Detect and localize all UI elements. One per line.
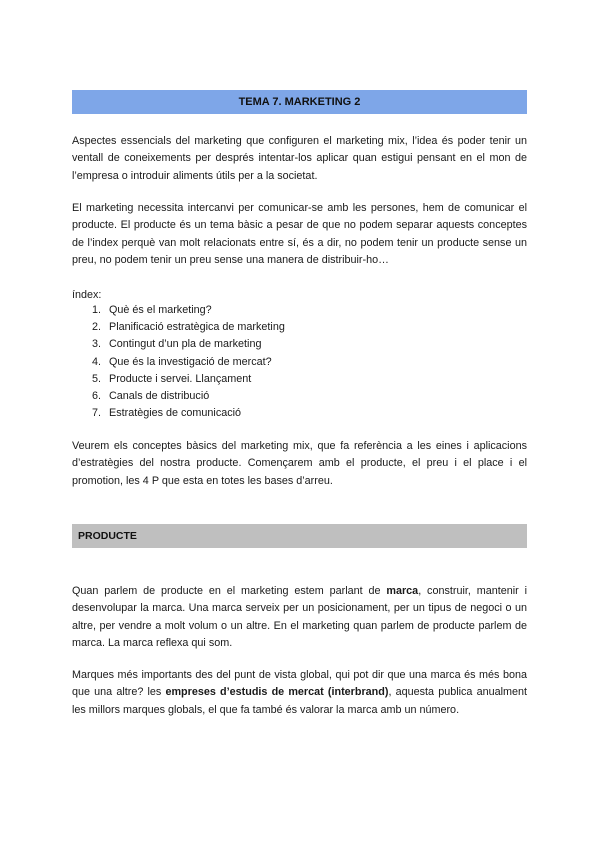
- page-title-text: TEMA 7. MARKETING 2: [238, 96, 361, 108]
- list-item: [72, 354, 285, 371]
- list-item-number: 1.: [91, 304, 101, 316]
- text-run: , construir, mantenir i desenvolupar la marca. Una marca serveix per un posicionament, per un tipus de negoci o un altre, per vendre a molt volum o un altre. En el marketing quan parlem de producte parlem de marca. La marca reflexa qui som.: [72, 585, 527, 649]
- section-heading-text: PRODUCTE: [78, 530, 137, 542]
- list-item: [72, 336, 285, 353]
- list-item-number: 2.: [91, 321, 101, 334]
- list-item: [72, 388, 285, 405]
- list-item-number: 4.: [91, 355, 101, 368]
- text-run: Quan parlem de producte en el marketing estem parlant de: [72, 585, 387, 597]
- list-item-number: 6.: [91, 389, 101, 402]
- list-item: [72, 302, 285, 319]
- intro-paragraph-2: El marketing necessita intercanvi per comunicar-se amb les persones, hem de comunicar el producte. El producte és un tema bàsic a pesar de que no podem separar aquests conceptes de l’index perquè van molt relacionats entre sí, és a dir, no podem tenir un producte sense un preu, no podem tenir un preu sense una manera de distribuir-ho…: [72, 202, 527, 266]
- text-run: , aquesta publica anualment les millors marques globals, el que fa també és valorar la marca amb un número.: [72, 686, 528, 716]
- product-paragraph-2: [72, 667, 527, 719]
- list-item-text: Producte i servei. Llançament: [109, 372, 252, 385]
- list-item-text: Contingut d’un pla de marketing: [109, 338, 262, 351]
- list-item-number: 3.: [91, 338, 101, 351]
- intro-paragraph-1: Aspectes essencials del marketing que configuren el marketing mix, l’idea és poder tenir un ventall de coneixements per després intentar-los aplicar quan estigui pensant en el mon de l’empresa o introduir aliments útils per a la societat.: [72, 135, 527, 182]
- list-item-text: Estratègies de comunicació: [109, 407, 242, 420]
- list-item: [72, 319, 285, 336]
- list-item-number: 7.: [91, 407, 101, 420]
- index-label: índex:: [72, 289, 102, 301]
- list-item-text: Que és la investigació de mercat?: [109, 355, 272, 368]
- text-run: Marques més importants des del punt de vista global, qui pot dir que una marca és més bona que una altre? les: [72, 669, 527, 699]
- bold-term: empreses d’estudis de mercat (interbrand): [165, 686, 389, 699]
- list-item-number: 5.: [91, 372, 101, 385]
- product-paragraph-1: [72, 583, 527, 652]
- page-title: [72, 90, 527, 114]
- list-item-text: Planificació estratègica de marketing: [109, 321, 285, 334]
- list-item-text: Què és el marketing?: [109, 304, 212, 316]
- section-heading: [72, 524, 527, 548]
- bold-term: marca: [386, 585, 419, 597]
- index-list: [72, 302, 285, 422]
- list-item: [72, 405, 285, 422]
- list-item: [72, 371, 285, 388]
- summary-paragraph: Veurem els conceptes bàsics del marketing mix, que fa referència a les eines i aplicacions d’estratègies del nostra producte. Començarem amb el producte, el preu i el place i el promotion, les 4 P que esta en totes les bases d’arreu.: [72, 440, 527, 487]
- list-item-text: Canals de distribució: [109, 389, 210, 402]
